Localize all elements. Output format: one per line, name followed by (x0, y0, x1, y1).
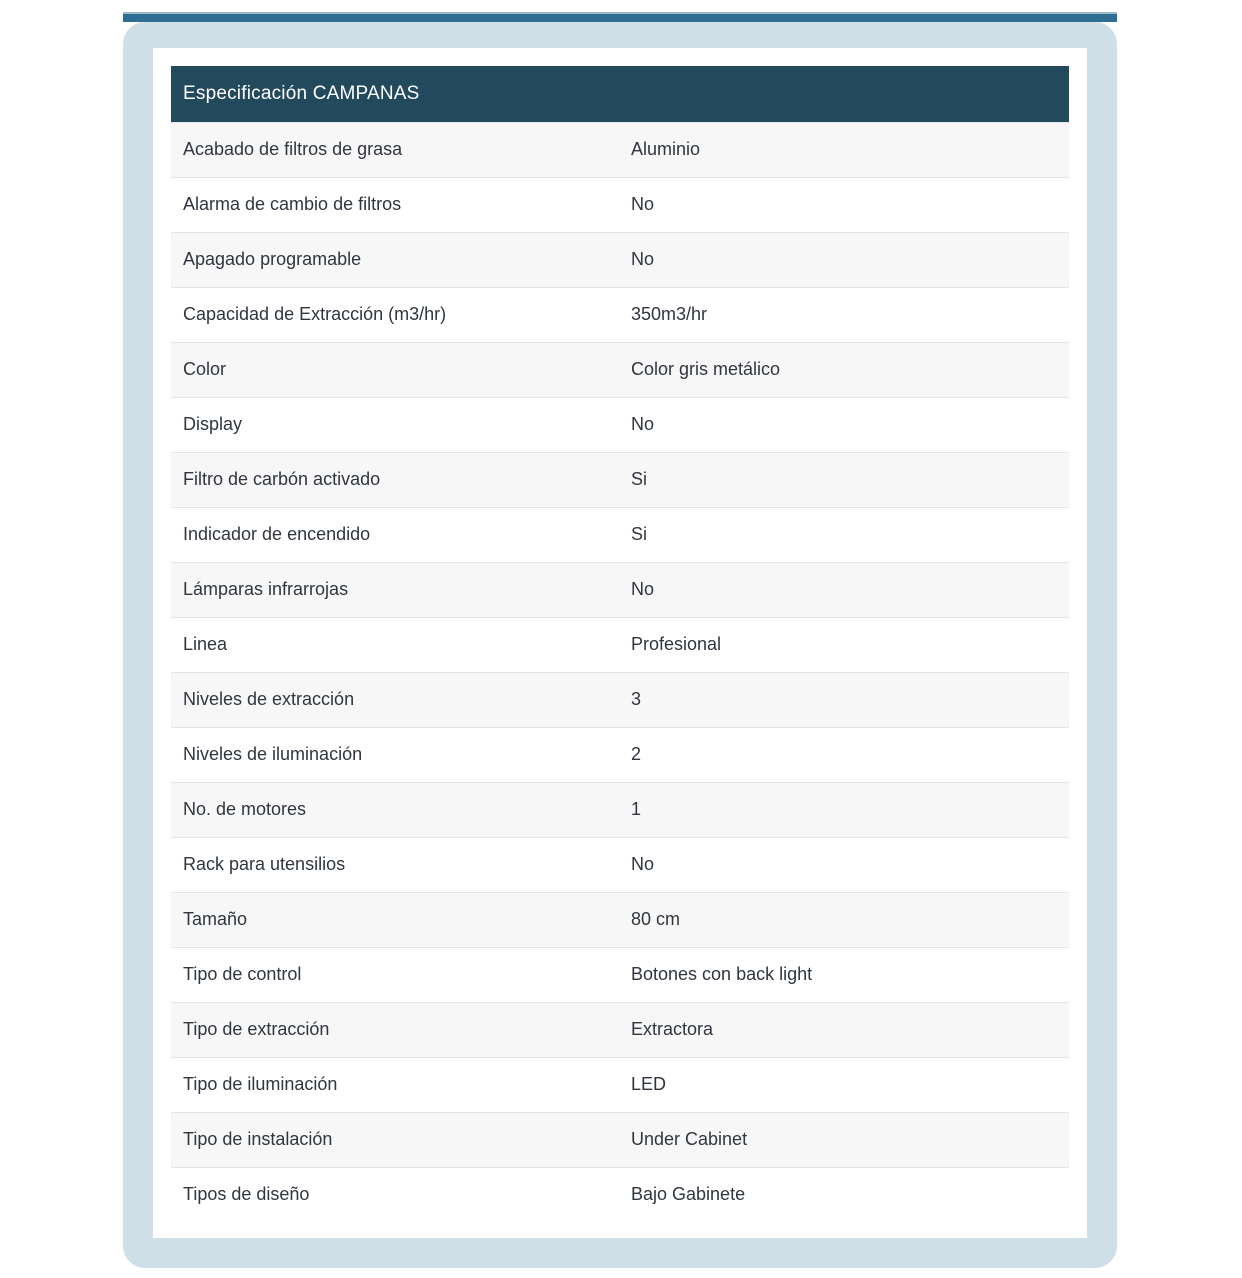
spec-value: 3 (620, 672, 1069, 727)
spec-value: Si (631, 524, 648, 544)
spec-label: Tipo de extracción (171, 1002, 620, 1057)
spec-header-row (171, 66, 1069, 122)
spec-value: LED (631, 1074, 667, 1094)
spec-value: Color gris metálico (620, 342, 1069, 397)
spec-value: Extractora (620, 1002, 1069, 1057)
spec-panel (123, 22, 1117, 1268)
spec-value: No (620, 232, 1069, 287)
spec-label: Niveles de extracción (171, 672, 620, 727)
spec-value: No (631, 414, 655, 434)
spec-value: Aluminio (620, 122, 1069, 177)
spec-label: No. de motores (171, 782, 620, 837)
spec-value: Bajo Gabinete (631, 1184, 746, 1205)
spec-row (171, 562, 1069, 617)
spec-label: Tipo de instalación (171, 1112, 620, 1167)
spec-row (171, 947, 1069, 1002)
spec-table-head (171, 66, 1069, 122)
spec-row (171, 177, 1069, 232)
spec-label: Color (171, 342, 620, 397)
spec-value: Profesional (631, 634, 722, 654)
spec-row (171, 1002, 1069, 1057)
spec-value: 350m3/hr (631, 304, 708, 324)
spec-value: No (631, 854, 655, 874)
spec-label: Indicador de encendido (183, 524, 371, 544)
spec-label: Tipo de iluminación (183, 1074, 338, 1094)
top-accent-bar (123, 12, 1117, 22)
spec-value: 80 cm (620, 892, 1069, 947)
spec-value: Under Cabinet (620, 1112, 1069, 1167)
spec-row (171, 342, 1069, 397)
spec-label: Capacidad de Extracción (m3/hr) (183, 304, 447, 324)
spec-row (171, 727, 1069, 782)
spec-label: Niveles de iluminación (183, 744, 363, 764)
spec-row (171, 1167, 1069, 1222)
spec-row (171, 397, 1069, 452)
spec-value: No (631, 194, 655, 214)
spec-value: 2 (631, 744, 642, 764)
spec-row (171, 617, 1069, 672)
spec-label: Lámparas infrarrojas (171, 562, 620, 617)
spec-row (171, 1057, 1069, 1112)
spec-label: Alarma de cambio de filtros (183, 194, 402, 214)
spec-value: 1 (620, 782, 1069, 837)
spec-value: No (620, 562, 1069, 617)
spec-label: Linea (183, 634, 228, 654)
spec-row (171, 672, 1069, 727)
spec-label: Tipos de diseño (183, 1184, 310, 1205)
spec-row (171, 122, 1069, 177)
spec-label: Acabado de filtros de grasa (171, 122, 620, 177)
spec-label: Tipo de control (183, 964, 302, 984)
spec-table-title: Especificación CAMPANAS (171, 66, 1069, 122)
spec-table (171, 66, 1069, 1222)
spec-label: Apagado programable (171, 232, 620, 287)
spec-row (171, 452, 1069, 507)
spec-row (171, 837, 1069, 892)
spec-card (153, 48, 1087, 1238)
spec-row (171, 1112, 1069, 1167)
spec-row (171, 232, 1069, 287)
spec-label: Tamaño (171, 892, 620, 947)
spec-value: Si (620, 452, 1069, 507)
spec-value: Botones con back light (631, 964, 813, 984)
spec-row (171, 287, 1069, 342)
spec-label: Display (183, 414, 243, 434)
spec-row (171, 507, 1069, 562)
spec-table-body (171, 122, 1069, 1222)
spec-row (171, 892, 1069, 947)
spec-row (171, 782, 1069, 837)
spec-label: Rack para utensilios (183, 854, 346, 874)
spec-label: Filtro de carbón activado (171, 452, 620, 507)
